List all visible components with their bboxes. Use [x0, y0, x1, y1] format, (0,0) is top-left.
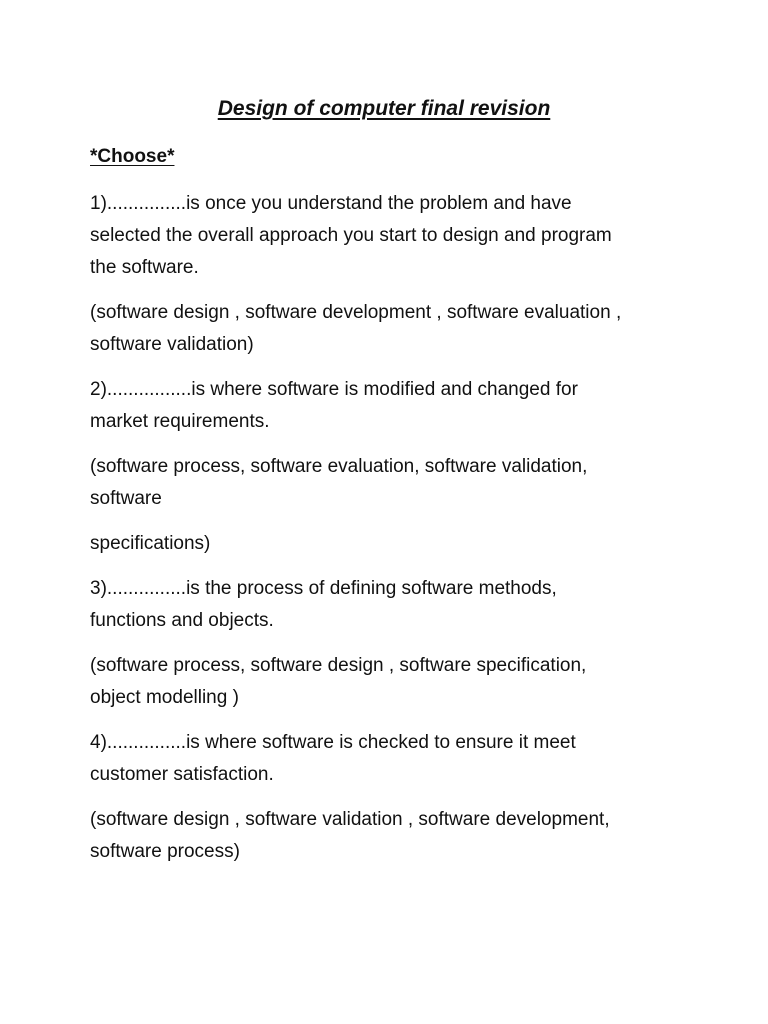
question-3-options-line: (software process, software design , software specification, — [90, 655, 587, 676]
question-1-options-line: (software design , software development , software evaluation , — [90, 302, 622, 323]
question-1-prompt-line: 1)...............is once you understand the problem and have — [90, 193, 572, 214]
question-1-prompt-line: selected the overall approach you start to design and program — [90, 225, 612, 246]
question-3-options-line: object modelling ) — [90, 687, 239, 708]
question-4-prompt-line: customer satisfaction. — [90, 764, 274, 785]
question-4-options — [90, 804, 690, 868]
question-2-options-continuation — [90, 528, 690, 560]
question-3-options — [90, 650, 690, 714]
section-heading: *Choose* — [90, 146, 175, 167]
document-body — [90, 143, 690, 881]
question-2-options-line: (software process, software evaluation, software validation, — [90, 456, 588, 477]
question-1-options — [90, 297, 690, 361]
question-2-prompt-line: market requirements. — [90, 411, 270, 432]
question-4-prompt — [90, 727, 690, 791]
question-1-prompt — [90, 188, 690, 284]
question-2-prompt-line: 2)................is where software is modified and changed for — [90, 379, 578, 400]
question-4-options-line: software process) — [90, 841, 240, 862]
question-1-prompt-line: the software. — [90, 257, 199, 278]
question-2-options — [90, 451, 690, 515]
question-2-options-line: specifications) — [90, 533, 211, 554]
document-title: Design of computer final revision — [217, 97, 551, 120]
question-3-prompt — [90, 573, 690, 637]
question-1-options-line: software validation) — [90, 334, 254, 355]
question-3-prompt-line: functions and objects. — [90, 610, 274, 631]
question-2-prompt — [90, 374, 690, 438]
question-4-prompt-line: 4)...............is where software is checked to ensure it meet — [90, 732, 576, 753]
question-3-prompt-line: 3)...............is the process of defining software methods, — [90, 578, 557, 599]
question-2-options-line: software — [90, 488, 162, 509]
question-4-options-line: (software design , software validation , software development, — [90, 809, 610, 830]
